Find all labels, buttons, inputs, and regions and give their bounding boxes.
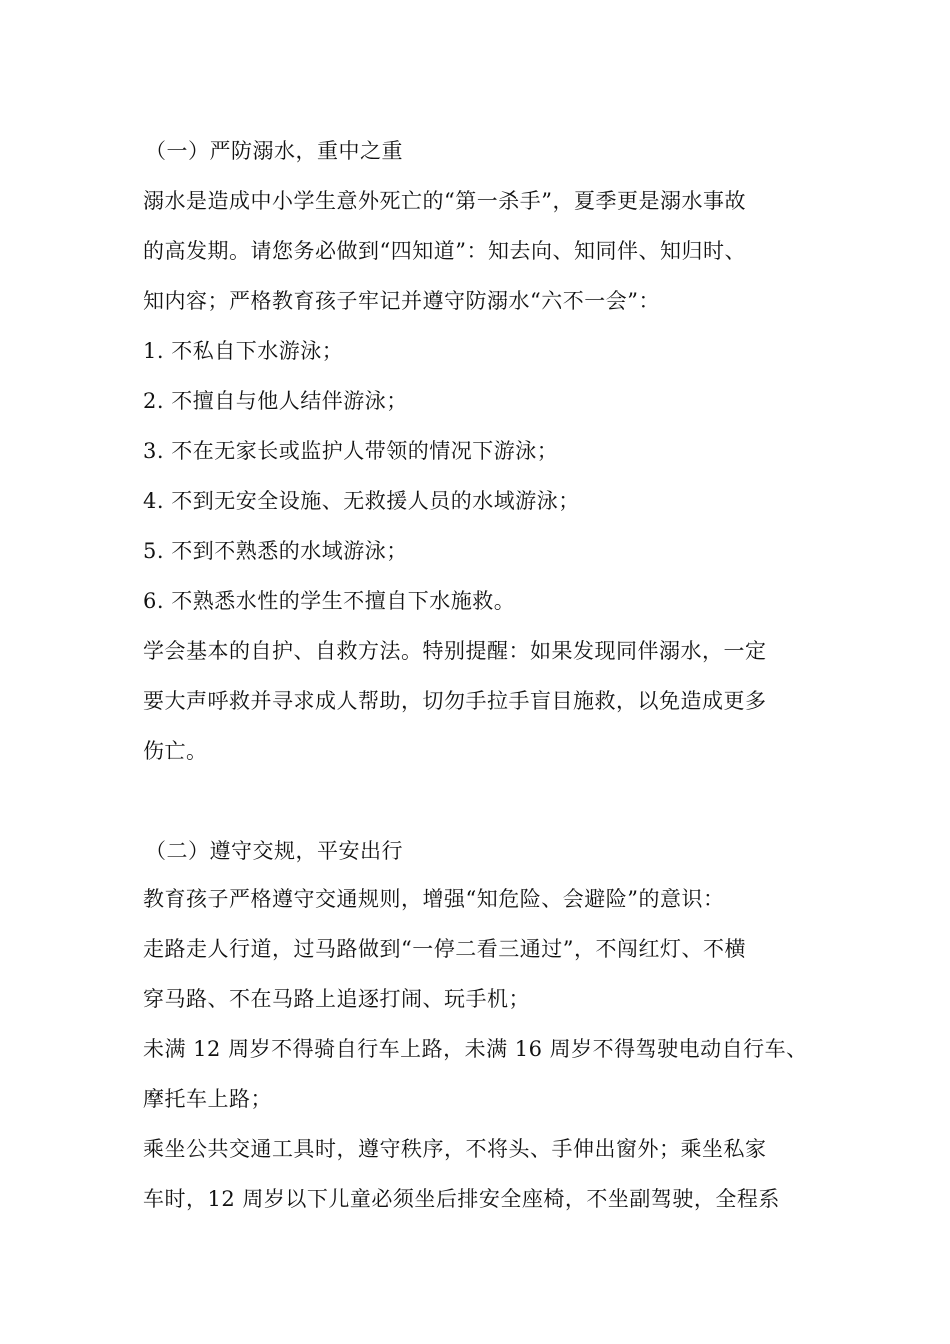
list-item: 1. 不私自下水游泳； <box>143 339 344 363</box>
section-heading-drowning: （一）严防溺水，重中之重 <box>145 139 403 163</box>
paragraph-line: 走路走人行道，过马路做到“一停二看三通过”，不闯红灯、不横 <box>143 937 746 961</box>
paragraph-line: 学会基本的自护、自救方法。特别提醒：如果发现同伴溺水，一定 <box>143 639 767 663</box>
list-item: 4. 不到无安全设施、无救援人员的水域游泳； <box>143 489 580 513</box>
list-item: 6. 不熟悉水性的学生不擅自下水施救。 <box>143 589 516 613</box>
paragraph-line: 车时，12 周岁以下儿童必须坐后排安全座椅，不坐副驾驶，全程系 <box>143 1187 780 1211</box>
list-item: 5. 不到不熟悉的水域游泳； <box>143 539 408 563</box>
paragraph-line: 穿马路、不在马路上追逐打闹、玩手机； <box>143 987 530 1011</box>
paragraph-line: 伤亡。 <box>143 739 208 763</box>
list-item: 2. 不擅自与他人结伴游泳； <box>143 389 408 413</box>
paragraph-line: 摩托车上路； <box>143 1087 272 1111</box>
paragraph-line: 未满 12 周岁不得骑自行车上路，未满 16 周岁不得驾驶电动自行车、 <box>143 1037 808 1061</box>
paragraph-line: 乘坐公共交通工具时，遵守秩序，不将头、手伸出窗外；乘坐私家 <box>143 1137 767 1161</box>
list-item: 3. 不在无家长或监护人带领的情况下游泳； <box>143 439 559 463</box>
paragraph-line: 知内容；严格教育孩子牢记并遵守防溺水“六不一会”： <box>143 289 660 313</box>
paragraph-line: 的高发期。请您务必做到“四知道”：知去向、知同伴、知归时、 <box>143 239 746 263</box>
paragraph-line: 溺水是造成中小学生意外死亡的“第一杀手”，夏季更是溺水事故 <box>143 189 746 213</box>
paragraph-line: 要大声呼救并寻求成人帮助，切勿手拉手盲目施救，以免造成更多 <box>143 689 767 713</box>
paragraph-line: 教育孩子严格遵守交通规则，增强“知危险、会避险”的意识： <box>143 887 725 911</box>
section-heading-traffic: （二）遵守交规，平安出行 <box>145 839 403 863</box>
